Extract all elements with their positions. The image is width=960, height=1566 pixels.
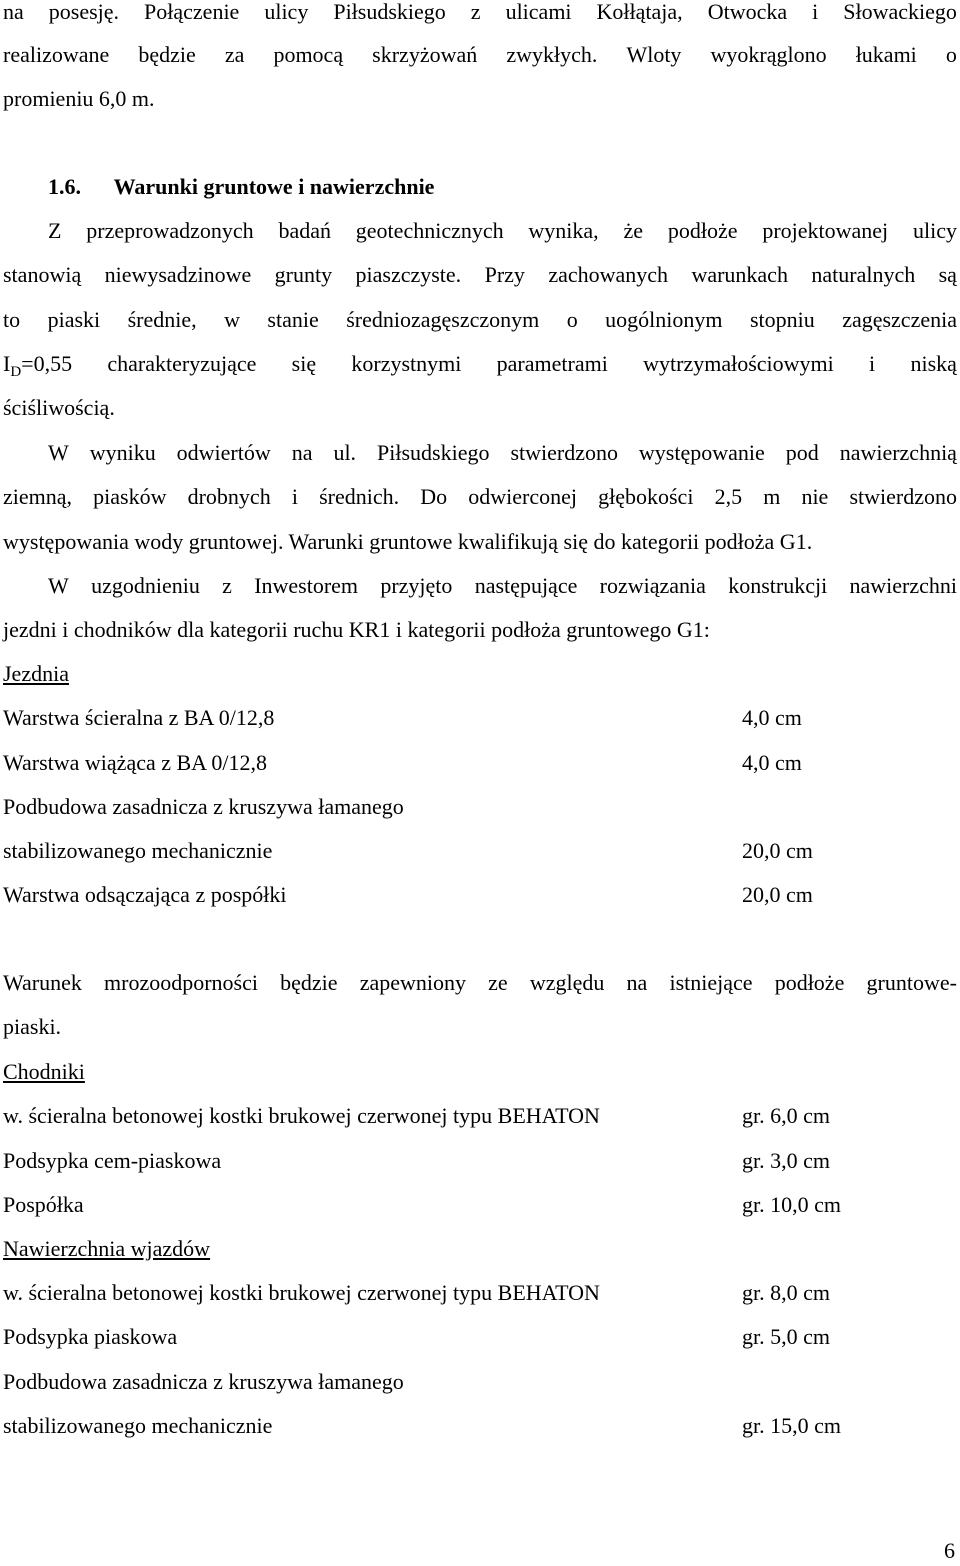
text-line xyxy=(3,968,957,998)
word: ulicami xyxy=(505,0,572,24)
word: geotechnicznych xyxy=(355,218,504,243)
text-line: ściśliwością. xyxy=(3,395,115,420)
word: stanie xyxy=(267,307,319,332)
word: W xyxy=(48,573,69,598)
word: stopniu xyxy=(749,307,815,332)
section-title: Warunki gruntowe i nawierzchnie xyxy=(113,174,435,199)
word: Inwestorem xyxy=(254,573,359,598)
layer-value: 20,0 cm xyxy=(742,838,813,863)
word: naturalnych xyxy=(811,262,916,287)
word: niewysadzinowe xyxy=(104,262,252,287)
word: odwiertów xyxy=(176,440,271,465)
layer-label: stabilizowanego mechanicznie xyxy=(3,1413,273,1438)
id-symbol: $I_D$ xyxy=(3,351,22,380)
word: skrzyżowań xyxy=(372,42,478,67)
word: projektowanej xyxy=(762,218,889,243)
layer-value: 4,0 cm xyxy=(742,750,802,775)
text-line: występowania wody gruntowej. Warunki gruntowe kwalifikują się do kategorii podłoża G1. xyxy=(3,529,813,554)
word: na xyxy=(291,440,313,465)
word: wytrzymałościowymi xyxy=(643,351,834,376)
layer-label: stabilizowanego mechanicznie xyxy=(3,838,273,863)
word: piaski xyxy=(47,307,101,332)
word: na xyxy=(3,0,24,24)
jezdnia-heading: Jezdnia xyxy=(3,661,69,686)
text-line-rest xyxy=(21,349,957,379)
text-line: promieniu 6,0 m. xyxy=(3,86,155,111)
word: i xyxy=(869,351,876,376)
layer-label: Podbudowa zasadnicza z kruszywa łamanego xyxy=(3,794,404,819)
word: wyokrąglono xyxy=(710,42,827,67)
word: Kołłątaja, xyxy=(596,0,683,24)
layer-label: Warstwa wiążąca z BA 0/12,8 xyxy=(3,750,267,775)
word: średnie, xyxy=(127,307,197,332)
word: że xyxy=(623,218,644,243)
word: konstrukcji xyxy=(728,573,828,598)
word: mrozoodporności xyxy=(104,970,258,995)
word: w xyxy=(224,307,240,332)
word: grunty xyxy=(274,262,333,287)
word: przeprowadzonych xyxy=(86,218,254,243)
text-line xyxy=(3,40,957,70)
layer-label: Podsypka piaskowa xyxy=(3,1324,178,1349)
page-number: 6 xyxy=(944,1538,955,1563)
word: gruntowe- xyxy=(866,970,957,995)
word: następujące xyxy=(474,573,578,598)
word: na xyxy=(626,970,648,995)
layer-label: Warstwa ścieralna z BA 0/12,8 xyxy=(3,705,275,730)
word: będzie xyxy=(280,970,338,995)
word: z xyxy=(470,0,481,24)
word: zachowanych xyxy=(548,262,669,287)
word: nawierzchni xyxy=(849,573,957,598)
word: zagęszczenia xyxy=(842,307,957,332)
text-line xyxy=(3,305,957,335)
word: Wloty xyxy=(626,42,682,67)
word: Warunek xyxy=(3,970,82,995)
word: W xyxy=(48,440,69,465)
word: rozwiązania xyxy=(599,573,706,598)
section-heading xyxy=(48,172,957,202)
wjazdy-heading: Nawierzchnia wjazdów xyxy=(3,1236,211,1261)
word: pomocą xyxy=(273,42,344,67)
word: uogólnionym xyxy=(605,307,723,332)
text-line: piaski. xyxy=(3,1014,62,1039)
word: nie xyxy=(801,484,829,509)
word: piasków xyxy=(93,484,167,509)
word: Piłsudskiego xyxy=(377,440,490,465)
layer-value: 4,0 cm xyxy=(742,705,802,730)
layer-value: 20,0 cm xyxy=(742,882,813,907)
text-line xyxy=(3,0,957,27)
layer-value: gr. 10,0 cm xyxy=(742,1192,841,1217)
text-line: jezdni i chodników dla kategorii ruchu KR1 i kategorii podłoża gruntowego G1: xyxy=(3,617,710,642)
word: ul. xyxy=(333,440,357,465)
word: to xyxy=(3,307,21,332)
word: parametrami xyxy=(496,351,608,376)
word: niską xyxy=(910,351,957,376)
layer-value: gr. 8,0 cm xyxy=(742,1280,830,1305)
word: pod xyxy=(785,440,819,465)
word: Otwocka xyxy=(707,0,788,24)
word: drobnych xyxy=(187,484,271,509)
word: odwierconej xyxy=(468,484,577,509)
layer-label: Pospółka xyxy=(3,1192,84,1217)
word: o xyxy=(566,307,578,332)
layer-value: gr. 6,0 cm xyxy=(742,1103,830,1128)
word: Do xyxy=(420,484,448,509)
word: podłoże xyxy=(667,218,738,243)
layer-label: Podbudowa zasadnicza z kruszywa łamanego xyxy=(3,1369,404,1394)
word: uzgodnieniu xyxy=(91,573,200,598)
layer-value: gr. 15,0 cm xyxy=(742,1413,841,1438)
word: średniozagęszczonym xyxy=(346,307,540,332)
word: ze xyxy=(488,970,508,995)
word: stwierdzono xyxy=(849,484,957,509)
word: piaszczyste. xyxy=(355,262,462,287)
text-line xyxy=(48,438,957,468)
layer-value: gr. 3,0 cm xyxy=(742,1148,830,1173)
word: podłoże xyxy=(774,970,845,995)
word: korzystnymi xyxy=(351,351,462,376)
word: głębokości xyxy=(598,484,694,509)
word: występowanie xyxy=(638,440,765,465)
word: realizowane xyxy=(3,42,110,67)
word: posesję. xyxy=(48,0,120,24)
text-line xyxy=(3,482,957,512)
word: średnich. xyxy=(319,484,400,509)
word: nawierzchnią xyxy=(839,440,957,465)
word: względu xyxy=(529,970,605,995)
section-number: 1.6. xyxy=(48,174,81,199)
layer-label: w. ścieralna betonowej kostki brukowej czerwonej typu BEHATON xyxy=(3,1103,600,1128)
word: zwykłych. xyxy=(506,42,598,67)
word: stwierdzono xyxy=(510,440,618,465)
word: badań xyxy=(278,218,331,243)
word: Przy xyxy=(484,262,525,287)
word: Słowackiego xyxy=(843,0,957,24)
word: wyniku xyxy=(89,440,156,465)
layer-label: w. ścieralna betonowej kostki brukowej czerwonej typu BEHATON xyxy=(3,1280,600,1305)
word: m xyxy=(763,484,781,509)
layer-label: Podsypka cem-piaskowa xyxy=(3,1148,222,1173)
word: i xyxy=(812,0,819,24)
word: są xyxy=(938,262,957,287)
word: stanowią xyxy=(3,262,82,287)
text-line xyxy=(3,260,957,290)
word: istniejące xyxy=(669,970,753,995)
word: ziemną, xyxy=(3,484,73,509)
word: =0,55 xyxy=(21,351,73,376)
word: Z xyxy=(48,218,62,243)
chodniki-heading: Chodniki xyxy=(3,1059,85,1084)
word: z xyxy=(222,573,232,598)
text-line xyxy=(48,216,957,246)
word: ulicy xyxy=(912,218,957,243)
text-line xyxy=(48,571,957,601)
word: charakteryzujące xyxy=(107,351,257,376)
layer-value: gr. 5,0 cm xyxy=(742,1324,830,1349)
word: Połączenie xyxy=(144,0,240,24)
word: warunkach xyxy=(691,262,788,287)
word: łukami xyxy=(855,42,917,67)
word: się xyxy=(291,351,317,376)
word: Piłsudskiego xyxy=(333,0,446,24)
word: o xyxy=(945,42,957,67)
layer-label: Warstwa odsączająca z pospółki xyxy=(3,882,287,907)
word: zapewniony xyxy=(359,970,466,995)
word: ulicy xyxy=(264,0,309,24)
word: za xyxy=(224,42,245,67)
word: będzie xyxy=(138,42,196,67)
word: wynika, xyxy=(528,218,599,243)
word: i xyxy=(291,484,298,509)
word: 2,5 xyxy=(714,484,743,509)
word: przyjęto xyxy=(380,573,453,598)
text-line xyxy=(3,349,957,379)
